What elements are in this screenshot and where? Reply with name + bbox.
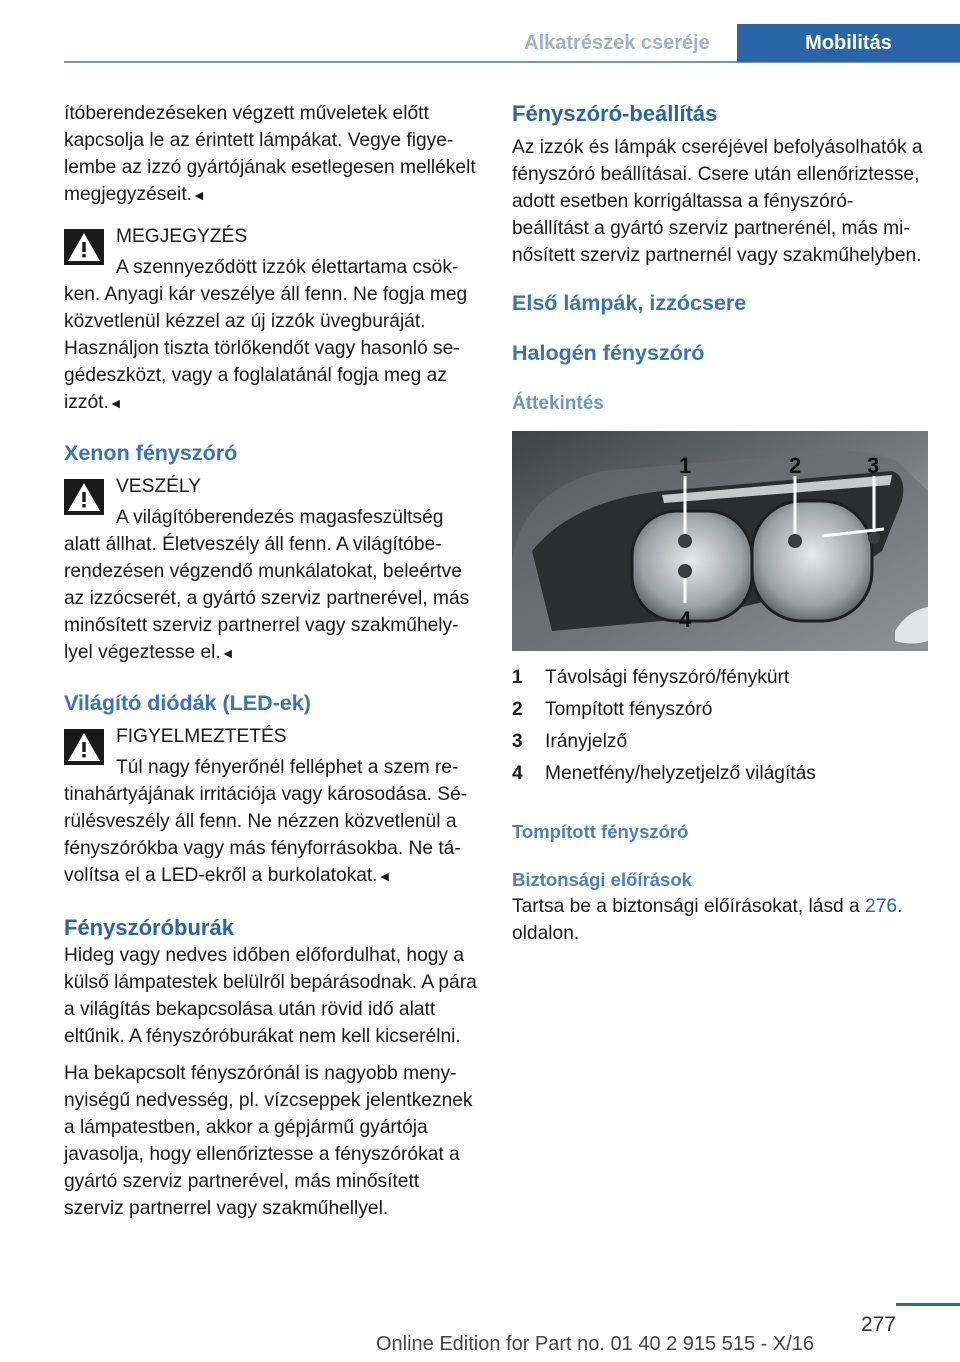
danger-rest: alatt állhat. Életveszély áll fenn. A világítóberendezésen végzendő munkálatokat, beleértve az izzócserét, a gyártó szerviz partnerével, más minősített szerviz partnerrel vagy szakműhelylyel végeztesse el.	[64, 534, 470, 663]
footer-rule	[896, 1303, 960, 1306]
legend-number: 4	[512, 762, 523, 784]
led-heading: Világító diódák (LED-ek)	[64, 691, 311, 715]
caution-rest: tinahártyájának irritációja vagy károsodása. Sérülésveszély áll fenn. Ne nézzen közvetlenül a fényszórókba vagy más fényforrásokba. Ne távolítsa el a LED-ekről a burkolatokat.	[64, 784, 468, 886]
intro-text: ítóberendezéseken végzett műveletek előtt kapcsolja le az érintett lámpákat. Vegye figyelembe az izzó gyártójának esetlegesen mellékelt megjegyzéseit.	[64, 103, 476, 205]
notice-label: MEGJEGYZÉS	[116, 226, 248, 247]
notice-text	[64, 281, 480, 417]
legend-item	[512, 757, 928, 789]
legend-number: 3	[512, 730, 523, 752]
danger-label: VESZÉLY	[116, 476, 201, 497]
figure-legend	[512, 661, 928, 789]
adjust-paragraph: Az izzók és lámpák cseréjével befolyásolhatók a fényszóró beállításai. Csere után ellenőriztesse, adott esetben korrigáltassa a fényszóró-beállítást a gyártó szerviz partnerénél, más minősített szerviz partnernél vagy szakműhelyben.	[512, 137, 923, 266]
intro-paragraph	[64, 100, 480, 209]
front-lamps-heading: Első lámpák, izzócsere	[512, 291, 747, 315]
warning-triangle-icon	[64, 729, 104, 765]
right-column	[512, 100, 928, 947]
xenon-heading: Xenon fényszóró	[64, 441, 238, 465]
safety-text-end: . oldalon.	[512, 896, 903, 944]
cover-heading: Fényszóróburák	[64, 915, 234, 940]
notice-rest: ken. Anyagi kár veszélye áll fenn. Ne fogja meg közvetlenül kézzel az új izzók üvegburáját. Használjon tiszta törlőkendőt vagy hasonló segédeszközt, vagy a foglalatánál fogja meg az izzót.	[64, 284, 468, 413]
danger-block	[64, 473, 480, 667]
figure-label-1: 1	[679, 453, 692, 478]
page-link[interactable]: 276	[865, 896, 898, 917]
end-mark: ◄	[220, 645, 235, 661]
headlight-figure	[512, 431, 928, 651]
safety-paragraph	[512, 893, 928, 947]
edition-note: Online Edition for Part no. 01 40 2 915 515 - X/16	[375, 1333, 815, 1355]
danger-text	[64, 531, 480, 667]
low-beam-heading: Tompított fényszóró	[512, 821, 689, 842]
figure-label-2: 2	[789, 453, 802, 478]
end-mark: ◄	[191, 187, 206, 203]
halogen-heading: Halogén fényszóró	[512, 341, 705, 365]
safety-text-start: Tartsa be a biztonsági előírásokat, lásd a	[512, 896, 866, 917]
legend-text: Tompított fényszóró	[545, 698, 713, 720]
legend-number: 2	[512, 698, 523, 720]
legend-number: 1	[512, 666, 523, 688]
page-number: 277	[860, 1313, 896, 1336]
header-chapter-tab[interactable]: Mobilitás	[737, 24, 960, 62]
legend-text: Távolsági fényszóró/fénykürt	[545, 666, 790, 688]
legend-item	[512, 725, 928, 757]
overview-heading: Áttekintés	[512, 393, 604, 414]
figure-label-3: 3	[867, 453, 880, 478]
caution-first-line: Túl nagy fényerőnél felléphet a szem re-	[116, 757, 459, 778]
caution-text	[64, 781, 480, 890]
header-section-tab[interactable]: Alkatrészek cseréje	[524, 32, 710, 54]
legend-item	[512, 693, 928, 725]
warning-triangle-icon	[64, 479, 104, 515]
notice-first-line: A szennyeződött izzók élettartama csök-	[116, 257, 459, 278]
legend-text: Menetfény/helyzetjelző világítás	[545, 762, 816, 784]
legend-text: Irányjelző	[545, 730, 628, 752]
left-column	[64, 100, 480, 1232]
danger-first-line: A világítóberendezés magasfeszültség	[116, 507, 444, 528]
safety-heading: Biztonsági előírások	[512, 869, 692, 890]
legend-item	[512, 661, 928, 693]
notice-block	[64, 223, 480, 417]
cover-paragraph-2: Ha bekapcsolt fényszórónál is nagyobb menynyiségű nedvesség, pl. vízcseppek jelentkeznek a lámpatestben, akkor a gépjármű gyártója javasolja, hogy ellenőriztesse a fényszórókat a gyártó szerviz partnerével, más minősített szerviz partnerrel vagy szakműhellyel.	[64, 1063, 473, 1219]
warning-triangle-icon	[64, 229, 104, 265]
adjust-heading: Fényszóró-beállítás	[512, 101, 718, 126]
cover-paragraph-1: Hideg vagy nedves időben előfordulhat, hogy a külső lámpatestek belülről bepárásodnak. A pára a világítás bekapcsolása után rövid idő alatt eltűnik. A fényszóróburákat nem kell kicserélni.	[64, 945, 477, 1047]
caution-block	[64, 723, 480, 890]
end-mark: ◄	[108, 395, 123, 411]
caution-label: FIGYELMEZTETÉS	[116, 726, 287, 747]
end-mark: ◄	[377, 868, 392, 884]
figure-label-4: 4	[679, 607, 692, 632]
